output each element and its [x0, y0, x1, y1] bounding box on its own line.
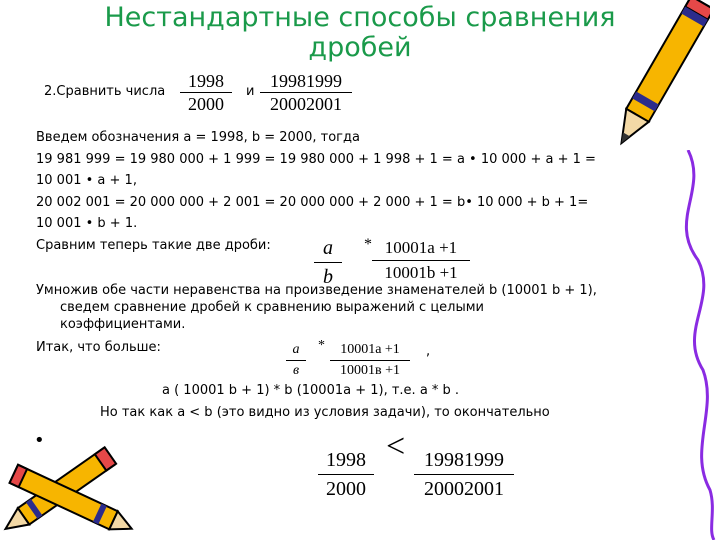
task-prefix: 2.Сравнить числа — [44, 84, 166, 99]
fraction-numerator: 1998 — [180, 70, 232, 93]
fraction-numerator: a — [314, 234, 342, 263]
pencil-icon — [0, 460, 140, 540]
compare2-right-fraction — [330, 340, 410, 381]
squiggle-line — [648, 150, 720, 540]
slide-title-line1: Нестандартные способы сравнения — [104, 2, 616, 33]
compare2-comma: , — [426, 344, 431, 359]
text-line-1: Введем обозначения а = 1998, b = 2000, тогда — [36, 130, 360, 145]
task-and: и — [246, 84, 255, 99]
fraction-denominator: 10001в +1 — [339, 363, 400, 378]
fraction-numerator: 19981999 — [414, 446, 514, 475]
compare1-right-fraction — [372, 236, 470, 285]
less-than-sign: < — [386, 428, 406, 465]
compare1-star: * — [364, 236, 372, 253]
fraction-numerator: a — [286, 340, 306, 361]
fraction-numerator: 10001a +1 — [330, 340, 410, 361]
compare2-star: * — [318, 338, 325, 353]
fraction-denominator: 20002001 — [270, 94, 342, 114]
text-line-8: Итак, что больше: — [36, 340, 161, 355]
text-line-3: 10 001 • а + 1, — [36, 173, 137, 188]
fraction-denominator: в — [292, 363, 300, 378]
fraction-numerator: 1998 — [318, 446, 374, 475]
text-line-2: 19 981 999 = 19 980 000 + 1 999 = 19 980 000 + 1 998 + 1 = а • 10 000 + а + 1 = — [36, 152, 596, 167]
fraction-numerator: 19981999 — [260, 70, 352, 93]
bullet: • — [34, 430, 45, 451]
task-fraction-2 — [260, 70, 352, 115]
text-line-9: а ( 10001 b + 1) * b (10001а + 1), т.е. а * b . — [162, 383, 460, 398]
text-line-7b: сведем сравнение дробей к сравнению выражений с целыми — [60, 300, 484, 315]
fraction-denominator: 2000 — [326, 478, 366, 500]
slide-title-line2: дробей — [308, 32, 412, 63]
fraction-denominator: 20002001 — [424, 478, 504, 500]
text-line-4: 20 002 001 = 20 000 000 + 2 001 = 20 000 000 + 2 000 + 1 = b• 10 000 + b + 1= — [36, 195, 589, 210]
fraction-denominator: 2000 — [188, 94, 224, 114]
pencil-icon — [600, 0, 710, 170]
text-line-10: Но так как а < b (это видно из условия задачи), то окончательно — [100, 405, 550, 420]
fraction-numerator: 10001a +1 — [372, 236, 470, 261]
text-line-5: 10 001 • b + 1. — [36, 216, 138, 231]
final-fraction-2 — [414, 446, 514, 503]
text-line-6: Сравним теперь такие две дроби: — [36, 238, 271, 253]
final-fraction-1 — [318, 446, 374, 503]
text-line-7a: Умножив обе части неравенства на произведение знаменателей b (10001 b + 1), — [36, 283, 597, 298]
text-line-7c: коэффициентами. — [60, 317, 186, 332]
fraction-denominator: b — [323, 266, 333, 288]
compare2-left-fraction — [286, 340, 306, 381]
fraction-denominator: 10001b +1 — [384, 263, 458, 282]
task-fraction-1 — [180, 70, 232, 115]
